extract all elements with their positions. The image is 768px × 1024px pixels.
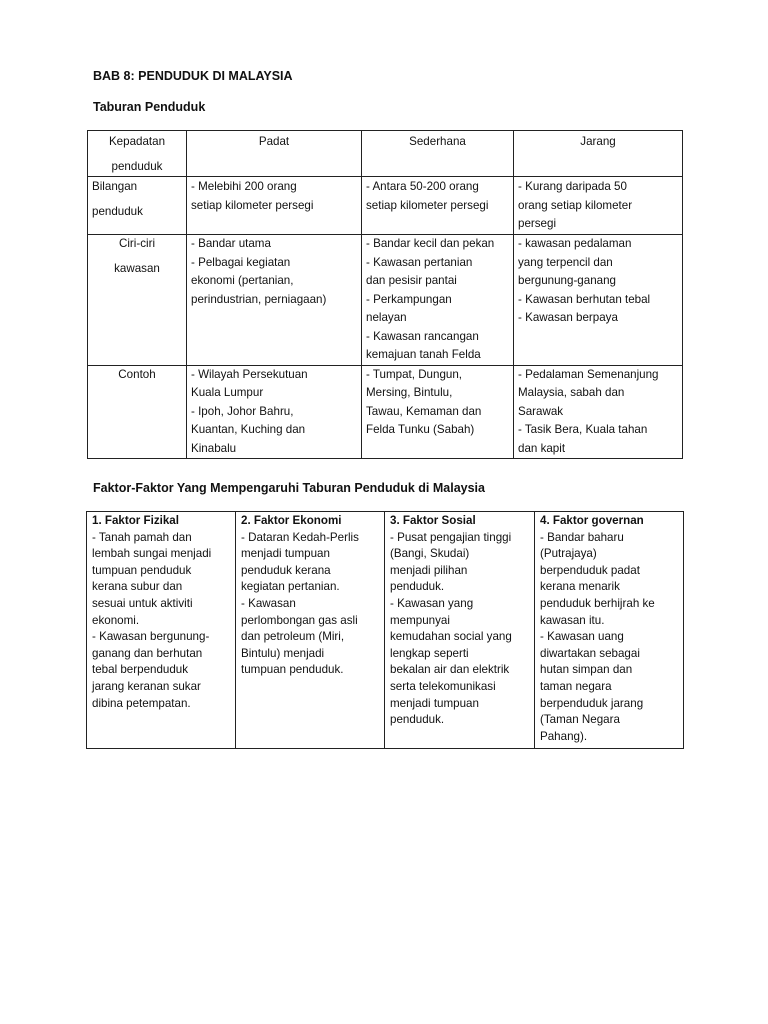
- row-label-ciri: Ciri-ciri kawasan: [88, 235, 187, 366]
- table-row: [88, 177, 683, 235]
- cell-padat: - Wilayah Persekutuan Kuala Lumpur - Ipoh, Johor Bahru, Kuantan, Kuching dan Kinabalu: [187, 365, 362, 459]
- factor-sosial-cell: 3. Faktor Sosial - Pusat pengajian tinggi (Bangi, Skudai) menjadi pilihan penduduk. - Kawasan yang mempunyai kemudahan social yang lengkap seperti bekalan air dan elektrik serta telekomunikasi menjadi tumpuan penduduk.: [385, 512, 535, 749]
- factor-heading: 3. Faktor Sosial: [390, 514, 476, 527]
- population-distribution-table: [87, 130, 683, 459]
- cell-jarang: - Pedalaman Semenanjung Malaysia, sabah dan Sarawak - Tasik Bera, Kuala tahan dan kapit: [514, 365, 683, 459]
- cell-sederhana: - Antara 50-200 orang setiap kilometer persegi: [362, 177, 514, 235]
- table-row: [87, 512, 684, 749]
- section-heading-taburan: Taburan Penduduk: [93, 100, 206, 114]
- table-header-row: [88, 131, 683, 177]
- table-row: [88, 365, 683, 459]
- cell-sederhana: - Bandar kecil dan pekan - Kawasan pertanian dan pesisir pantai - Perkampungan nelayan - Kawasan rancangan kemajuan tanah Felda: [362, 235, 514, 366]
- cell-jarang: - kawasan pedalaman yang terpencil dan bergunung-ganang - Kawasan berhutan tebal - Kawasan berpaya: [514, 235, 683, 366]
- header-sederhana: Sederhana: [362, 131, 514, 177]
- factor-heading: 1. Faktor Fizikal: [92, 514, 179, 527]
- factor-governan-cell: 4. Faktor governan - Bandar baharu (Putrajaya) berpenduduk padat kerana menarik penduduk berhijrah ke kawasan itu. - Kawasan uang diwartakan sebagai hutan simpan dan taman negara berpenduduk jarang (Taman Negara Pahang).: [535, 512, 684, 749]
- header-jarang: Jarang: [514, 131, 683, 177]
- cell-padat: - Melebihi 200 orang setiap kilometer persegi: [187, 177, 362, 235]
- document-title: BAB 8: PENDUDUK DI MALAYSIA: [93, 69, 293, 83]
- header-padat: Padat: [187, 131, 362, 177]
- factor-heading: 2. Faktor Ekonomi: [241, 514, 342, 527]
- row-label-bilangan: Bilangan penduduk: [88, 177, 187, 235]
- cell-jarang: - Kurang daripada 50 orang setiap kilometer persegi: [514, 177, 683, 235]
- cell-padat: - Bandar utama - Pelbagai kegiatan ekonomi (pertanian, perindustrian, perniagaan): [187, 235, 362, 366]
- header-kepadatan: Kepadatan penduduk: [88, 131, 187, 177]
- row-label-contoh: Contoh: [88, 365, 187, 459]
- factor-heading: 4. Faktor governan: [540, 514, 644, 527]
- cell-sederhana: - Tumpat, Dungun, Mersing, Bintulu, Tawau, Kemaman dan Felda Tunku (Sabah): [362, 365, 514, 459]
- factor-ekonomi-cell: 2. Faktor Ekonomi - Dataran Kedah-Perlis menjadi tumpuan penduduk kerana kegiatan pertanian. - Kawasan perlombongan gas asli dan petroleum (Miri, Bintulu) menjadi tumpuan penduduk.: [236, 512, 385, 749]
- table-row: [88, 235, 683, 366]
- factors-table: [86, 511, 684, 749]
- factor-fizikal-cell: 1. Faktor Fizikal - Tanah pamah dan lembah sungai menjadi tumpuan penduduk kerana subur dan sesuai untuk aktiviti ekonomi. - Kawasan bergunung- ganang dan berhutan tebal berpenduduk jarang keranan sukar dibina petempatan.: [87, 512, 236, 749]
- section-heading-faktor: Faktor-Faktor Yang Mempengaruhi Taburan Penduduk di Malaysia: [93, 481, 485, 495]
